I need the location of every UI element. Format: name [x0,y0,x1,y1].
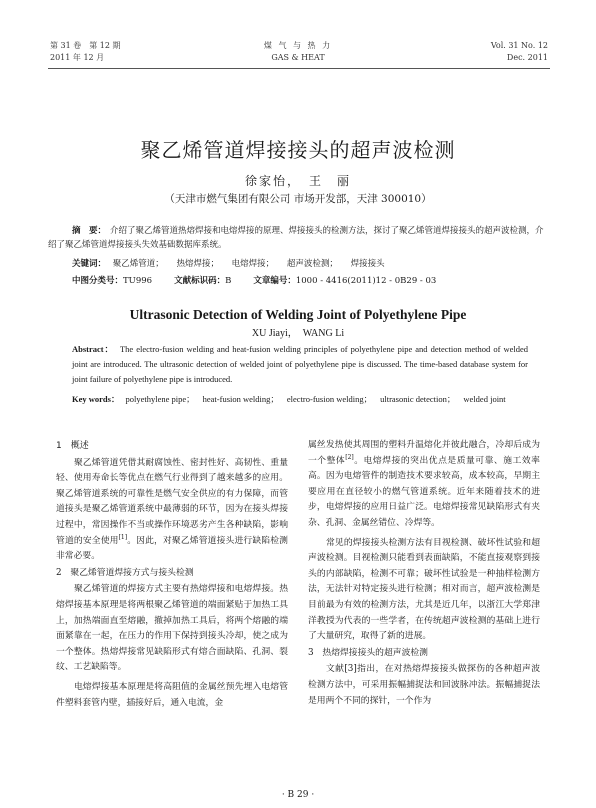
volume-issue: 第 31 卷 第 12 期 [50,41,121,50]
paragraph: 常见的焊接接头检测方法有目视检测、破坏性试验和超声波检测。目视检测只能看到表面缺陷，不能直接观察到接头的内部缺陷，检测不可靠；破坏性试验是一种抽样检测方法，无法针对特定接头进行检测；相对而言，超声波检测是目前最为有效的检测方法，尤其是近几年，以浙江大学郑津洋教授为代表的一些学者，在传统超声波检测的基础上进行了大量研究，取得了新的进展。 [308,537,540,642]
clc-label: 中图分类号： [72,276,124,286]
article-number-value: 1000 - 4416(2011)12 - 0B29 - 03 [295,276,437,286]
citation: [2] [345,453,354,461]
page-number: · B 29 · [281,790,315,800]
abstract-cn [48,224,550,252]
doc-code-value: B [225,276,232,286]
abstract-cn-text: 介绍了聚乙烯管道热熔焊接和电熔焊接的原理、焊接接头的检测方法，探讨了聚乙烯管道焊接接头的超声波检测，介绍了聚乙烯管道焊接接头失效基础数据库系统。 [48,226,544,250]
doc-code-label: 文献标识码： [174,276,226,286]
abstract-en-text: The electro-fusion welding and heat-fusion welding principles of polyethylene pipe and detection method of welded joint are introduced. The ultrasonic detection of welded joint of polyethylene pipe is discussed. The time-based database system for joint failure of polyethylene pipe is introduced. [72,344,528,384]
paper-title-en: Ultrasonic Detection of Welding Joint of Polyethylene Pipe [129,307,467,322]
header-rule [48,68,550,69]
section-heading: 3 热熔焊接接头的超声波检测 [308,647,428,658]
keyword-cn: 超声波检测； [286,259,338,269]
affiliation-cn: （天津市燃气集团有限公司 市场开发部，天津 300010） [164,193,432,205]
keyword-en: electro-fusion welding； [286,394,373,404]
keyword-en: polyethylene pipe； [125,394,195,404]
paragraph: 文献[3]指出，在对热熔焊接接头做探伤的各种超声波检测方法中，可采用振幅捕捉法和回波脉冲法。振幅捕捉法是用两个不同的探针，一个作为 [308,664,540,706]
authors-en: XU Jiayi， WANG Li [251,328,345,339]
paper-title-cn: 聚乙烯管道焊接接头的超声波检测 [140,138,456,162]
keyword-en: welded joint [463,394,506,404]
paragraph [308,438,540,532]
section-heading: 2 聚乙烯管道焊接方式与接头检测 [56,567,194,578]
keywords-cn [72,257,550,271]
authors-cn: 徐家怡， 王 丽 [244,174,351,188]
abstract-en [72,342,528,387]
paragraph-text: 聚乙烯管道凭借其耐腐蚀性、密封性好、高韧性、重量轻、使用寿命长等优点在燃气行业得到了越来越多的应用。聚乙烯管道系统的可靠性是燃气安全供应的有力保障，而管道接头是聚乙烯管道系统中最薄弱的环节，因为在接头焊接过程中，常因操作不当或操作环境恶劣产生各种缺陷，影响管道的安全使用 [56,457,288,546]
keyword-cn: 热熔焊接； [176,259,219,269]
citation: [1] [118,533,128,541]
keywords-cn-label: 关键词： [72,259,107,269]
publish-date: 2011 年 12 月 [50,53,105,62]
keyword-cn: 电熔焊接； [231,259,275,269]
keyword-en: ultrasonic detection； [380,394,456,404]
classification-row [72,274,550,288]
journal-name-en: GAS & HEAT [271,53,325,62]
journal-name-cn: 煤 气 与 热 力 [263,41,333,50]
paragraph-text: 。电熔焊接的突出优点是质量可靠、施工效率高。因为电熔管件的制造技术要求较高，成本较高，早期主要应用在直径较小的燃气管道系统。近年来随着技术的进步，电熔焊接的应用日益广泛。电熔焊接常见缺陷形式有夹杂、孔洞、金属丝错位、冷焊等。 [308,455,540,528]
publish-date-en: Dec. 2011 [506,53,548,62]
abstract-cn-label: 摘 要： [72,226,107,236]
section-heading: 1 概述 [56,441,89,451]
keywords-en [72,392,528,407]
keywords-en-label: Key words： [72,394,120,404]
keyword-en: heat-fusion welding； [202,394,279,404]
body-column-left [56,438,288,711]
abstract-en-label: Abstract： [72,344,114,354]
article-number-label: 文章编号： [253,276,296,286]
keyword-cn: 焊接接头 [350,259,385,269]
paragraph-text: 。因此，对聚乙烯管道接头进行缺陷检测非常必要。 [56,535,288,562]
paragraph: 电熔焊接基本原理是将高阻值的金属丝预先埋入电熔管件塑料套管内壁，插接好后，通入电流，金 [56,681,288,708]
keyword-cn: 聚乙烯管道； [112,259,164,269]
paragraph: 聚乙烯管道的焊接方式主要有热熔焊接和电熔焊接。热熔焊接基本原理是将两根聚乙烯管道的端面紧贴于加热工具上，加热端面直至熔融，撤掉加热工具后，将两个熔融的端面紧靠在一起，在压力的作用下保持到接头冷却，使之成为一个整体。热熔焊接常见缺陷形式有熔合面缺陷、孔洞、裂纹、工艺缺陷等。 [56,584,288,673]
header-volume-en [491,40,548,64]
paragraph-text: 属丝发热使其周围的塑料升温熔化并彼此融合，冷却后成为一个整体 [308,440,540,466]
clc-value: TU996 [123,276,153,286]
volume-issue-en: Vol. 31 No. 12 [490,41,548,50]
body-column-right [308,438,540,709]
paragraph [56,456,288,565]
